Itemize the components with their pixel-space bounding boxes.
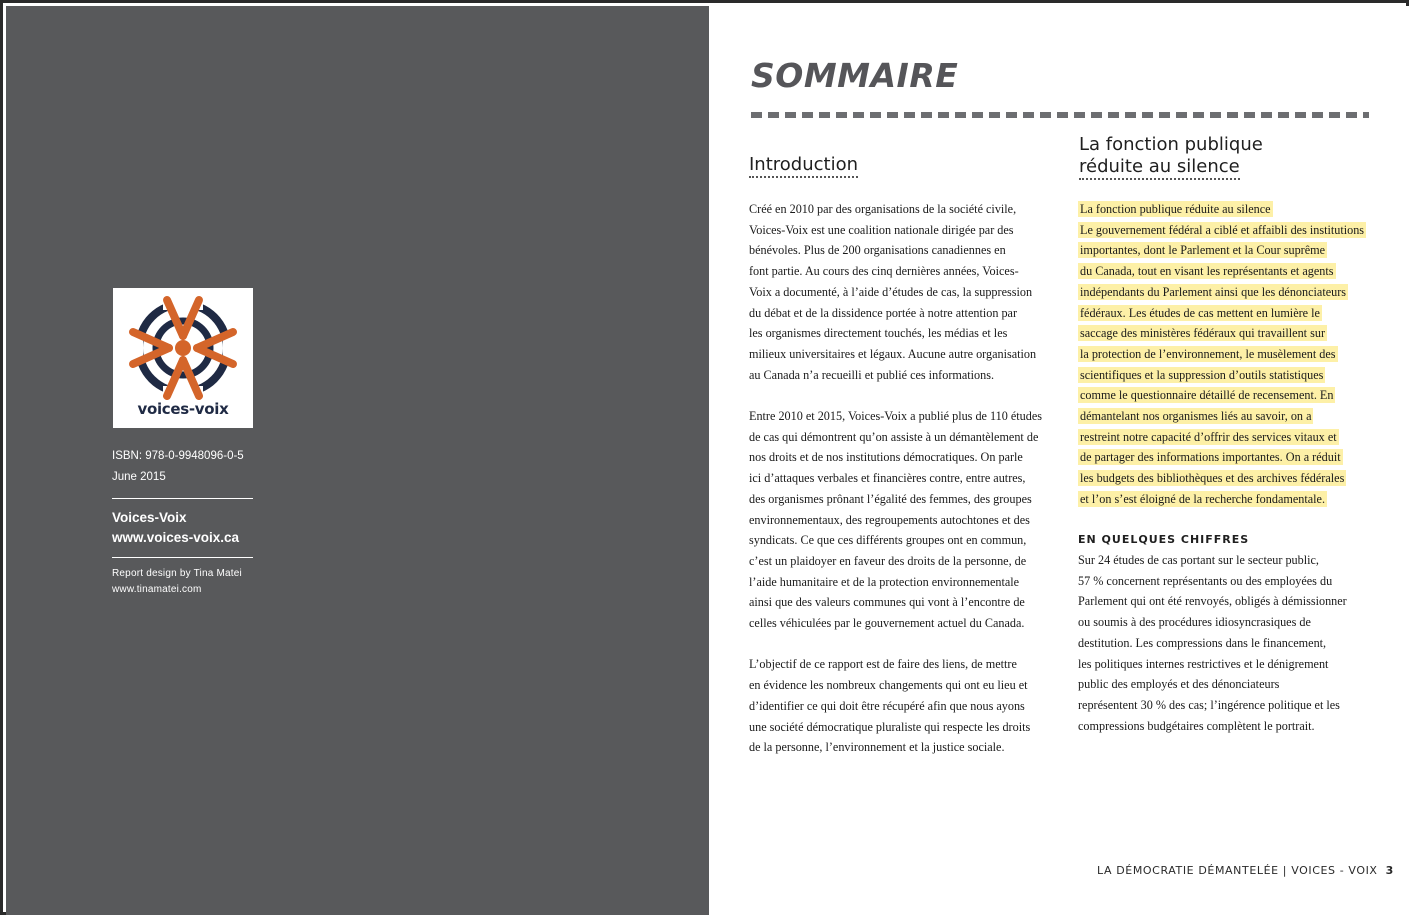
- text-line: du débat et de la dissidence portée à notre attention par: [749, 305, 1018, 320]
- highlighted-line: du Canada, tout en visant les représentants et agents: [1080, 264, 1334, 279]
- text-line: font partie. Au cours des cinq dernières années, Voices-: [749, 264, 1019, 279]
- highlighted-line: de partager des informations importantes. On a réduit: [1080, 450, 1341, 465]
- highlighted-line: comme le questionnaire détaillé de recensement. En: [1080, 388, 1334, 403]
- text-line: une société démocratique pluraliste qui respecte les droits: [749, 719, 1031, 734]
- text-line: des organismes prônant l’égalité des femmes, des groupes: [749, 491, 1032, 506]
- intro-paragraph: [749, 654, 1042, 758]
- highlighted-line: scientifiques et la suppression d’outils statistiques: [1080, 367, 1324, 382]
- logo-text: voices-voix: [137, 400, 229, 418]
- text-line: c’est un plaidoyer en faveur des droits de la personne, de: [749, 553, 1027, 568]
- text-line: d’identifier ce qui doit être récupéré afin que nous ayons: [749, 698, 1025, 713]
- chiffres-body: [1078, 550, 1347, 736]
- page-footer: [1097, 864, 1394, 877]
- intro-paragraph: [749, 406, 1042, 634]
- text-line: environnementaux, des regroupements autochtones et des: [749, 512, 1030, 527]
- text-line: public des employés et des dénonciateurs: [1078, 677, 1280, 692]
- text-line: 57 % concernent représentants ou des employées du: [1078, 573, 1333, 588]
- text-line: Créé en 2010 par des organisations de la société civile,: [749, 202, 1017, 216]
- text-line: ici d’attaques verbales et financières contre, entre autres,: [749, 471, 1026, 486]
- fonction-heading-line2: réduite au silence: [1079, 156, 1240, 180]
- isbn-text: ISBN: 978-0-9948096-0-5: [112, 450, 244, 462]
- voices-voix-emblem-icon: [127, 292, 239, 400]
- fonction-body-highlighted: [1078, 199, 1366, 510]
- dashed-divider: [751, 112, 1369, 118]
- intro-paragraph: [749, 199, 1042, 385]
- highlighted-line: saccage des ministères fédéraux qui travaillent sur: [1080, 326, 1326, 341]
- highlighted-line: indépendants du Parlement ainsi que les dénonciateurs: [1080, 284, 1347, 299]
- highlighted-line: fédéraux. Les études de cas mettent en lumière le: [1080, 305, 1320, 320]
- text-line: de la personne, l’environnement et la justice sociale.: [749, 740, 1005, 755]
- text-line: de cas qui démontrent qu’on assiste à un démantèlement de: [749, 429, 1039, 444]
- text-line: Parlement qui ont été renvoyés, obligés à démissionner: [1078, 594, 1347, 609]
- text-line: représentent 30 % des cas; l’ingérence politique et les: [1078, 697, 1340, 712]
- chiffres-heading: EN QUELQUES CHIFFRES: [1078, 533, 1250, 546]
- text-line: en évidence les nombreux changements qui ont eu lieu et: [749, 678, 1028, 693]
- page-title: SOMMAIRE: [751, 56, 959, 95]
- fonction-heading: [1079, 134, 1263, 178]
- text-line: les politiques internes restrictives et le dénigrement: [1078, 656, 1329, 671]
- text-line: bénévoles. Plus de 200 organisations canadiennes en: [749, 243, 1006, 258]
- highlighted-line: importantes, dont le Parlement et la Cour suprême: [1080, 243, 1326, 258]
- right-page: [709, 6, 1409, 915]
- highlighted-line: La fonction publique réduite au silence: [1080, 202, 1271, 216]
- text-line: au Canada n’a recueilli et publié ces informations.: [749, 367, 995, 382]
- text-line: compressions budgétaires complètent le portrait.: [1078, 718, 1315, 733]
- text-line: syndicats. Ce que ces différents groupes ont en commun,: [749, 533, 1027, 548]
- left-page: [6, 6, 709, 915]
- organization-url[interactable]: www.voices-voix.ca: [112, 530, 240, 545]
- design-credit: Report design by Tina Matei: [112, 568, 242, 579]
- text-line: les organismes directement touchés, les médias et les: [749, 326, 1008, 341]
- text-line: Sur 24 études de cas portant sur le secteur public,: [1078, 553, 1319, 567]
- text-line: ainsi que des valeurs communes qui vont à l’encontre de: [749, 595, 1025, 610]
- voices-voix-logo: [113, 288, 253, 428]
- text-line: Voices-Voix est une coalition nationale dirigée par des: [749, 222, 1014, 237]
- organization-name: Voices-Voix: [112, 510, 187, 525]
- divider: [112, 498, 253, 499]
- text-line: ou soumis à des procédures idiosyncrasiques de: [1078, 615, 1311, 630]
- text-line: nos droits et de nos institutions démocratiques. On parle: [749, 450, 1023, 465]
- introduction-heading: [749, 154, 858, 176]
- text-line: destitution. Les compressions dans le financement,: [1078, 635, 1327, 650]
- text-line: celles véhiculées par le gouvernement actuel du Canada.: [749, 616, 1025, 631]
- introduction-heading-text: Introduction: [749, 154, 858, 178]
- highlighted-line: et l’on s’est éloigné de la recherche fondamentale.: [1080, 491, 1325, 506]
- text-line: milieux universitaires et légaux. Aucune autre organisation: [749, 346, 1037, 361]
- footer-text: LA DÉMOCRATIE DÉMANTELÉE | VOICES - VOIX: [1097, 864, 1378, 877]
- highlighted-line: Le gouvernement fédéral a ciblé et affaibli des institutions: [1080, 222, 1365, 237]
- introduction-body: [749, 199, 1042, 779]
- page-number: 3: [1385, 864, 1394, 877]
- highlighted-line: démantelant nos organismes liés au savoir, on a: [1080, 409, 1312, 424]
- designer-url[interactable]: www.tinamatei.com: [112, 584, 202, 595]
- text-line: Voix a documenté, à l’aide d’études de cas, la suppression: [749, 284, 1033, 299]
- text-line: l’aide humanitaire et de la protection environnementale: [749, 574, 1020, 589]
- text-line: Entre 2010 et 2015, Voices-Voix a publié plus de 110 études: [749, 409, 1043, 424]
- fonction-heading-line1: La fonction publique: [1079, 134, 1263, 155]
- highlighted-line: la protection de l’environnement, le musèlement des: [1080, 346, 1336, 361]
- divider: [112, 557, 253, 558]
- text-line: L’objectif de ce rapport est de faire des liens, de mettre: [749, 657, 1017, 672]
- publication-date: June 2015: [112, 471, 166, 483]
- highlighted-line: les budgets des bibliothèques et des archives fédérales: [1080, 471, 1345, 486]
- highlighted-line: restreint notre capacité d’offrir des services vitaux et: [1080, 429, 1337, 444]
